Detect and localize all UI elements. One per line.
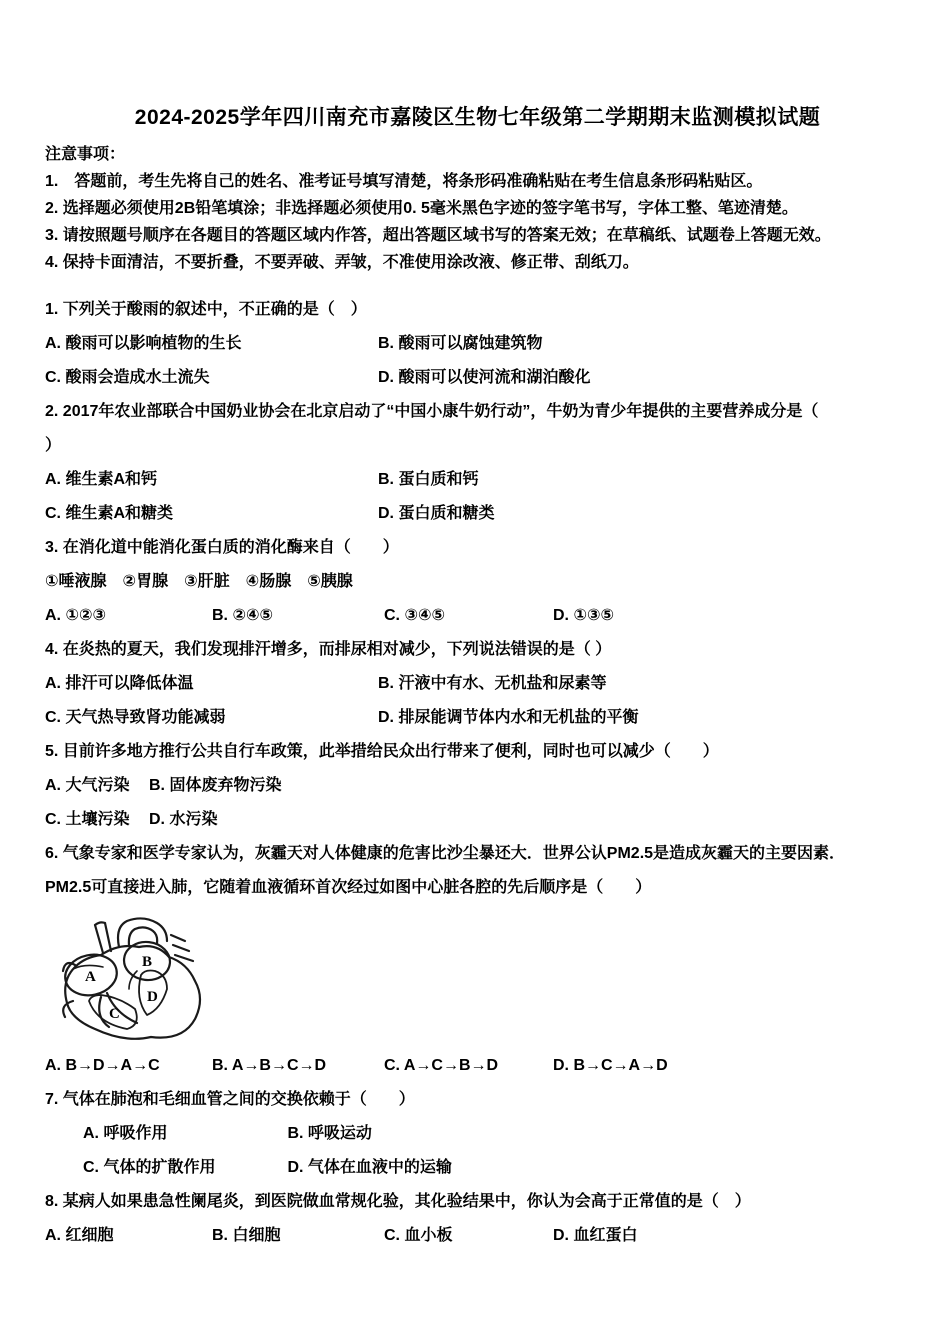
question-7-option-a: A. 呼吸作用 [83,1125,168,1142]
question-4-option-c: C. 天气热导致肾功能减弱 [45,709,226,726]
question-4-option-a: A. 排汗可以降低体温 [45,675,194,692]
question-4-options-row-2 [45,709,910,726]
heart-diagram-drawing [45,913,213,1045]
question-8-options-row [45,1227,910,1244]
question-1-options-row-2 [45,369,910,386]
question-7-options-row-2 [45,1159,910,1176]
heart-chamber-label-c: C [109,1006,120,1022]
question-1-option-a: A. 酸雨可以影响植物的生长 [45,335,242,352]
question-6-option-a: A. B→D→A→C [45,1057,160,1074]
question-8-option-c: C. 血小板 [384,1227,453,1244]
question-3-stem: 3. 在消化道中能消化蛋白质的消化酶来自（ ） [45,539,399,556]
question-6-option-b: B. A→B→C→D [212,1057,327,1074]
question-7-options-row-1 [45,1125,910,1142]
question-5-option-a: A. 大气污染 [45,777,130,794]
question-4-options-row-1 [45,675,910,692]
question-5-stem: 5. 目前许多地方推行公共自行车政策，此举措给民众出行带来了便利，同时也可以减少（ ） [45,743,719,760]
question-8-option-a: A. 红细胞 [45,1227,114,1244]
question-1-stem: 1. 下列关于酸雨的叙述中，不正确的是（ ） [45,301,367,318]
question-2-stem-line-2: ） [45,437,62,454]
question-6-option-c: C. A→C→B→D [384,1057,499,1074]
question-1-options-row-1 [45,335,910,352]
notice-item-2: 2. 选择题必须使用2B铅笔填涂；非选择题必须使用0. 5毫米黑色字迹的签字笔书写，字体工整、笔迹清楚。 [45,200,798,217]
question-4-stem: 4. 在炎热的夏天，我们发现排汗增多，而排尿相对减少，下列说法错误的是（ ） [45,641,612,658]
heart-diagram [45,913,910,1045]
question-4-option-d: D. 排尿能调节体内水和无机盐的平衡 [378,709,639,726]
notice-item-1: 1. 答题前，考生先将自己的姓名、准考证号填写清楚，将条形码准确粘贴在考生信息条形码粘贴区。 [45,173,763,190]
question-2-option-a: A. 维生素A和钙 [45,471,158,488]
heart-chamber-label-d: D [147,989,158,1005]
question-7-option-c: C. 气体的扩散作用 [83,1159,216,1176]
question-3-option-b: B. ②④⑤ [212,607,274,624]
notice-item-3: 3. 请按照题号顺序在各题目的答题区域内作答，超出答题区域书写的答案无效；在草稿纸、试题卷上答题无效。 [45,227,831,244]
question-1-option-c: C. 酸雨会造成水土流失 [45,369,210,386]
question-1-option-d: D. 酸雨可以使河流和湖泊酸化 [378,369,591,386]
notice-section [45,146,910,271]
question-2-stem-line-1: 2. 2017年农业部联合中国奶业协会在北京启动了“中国小康牛奶行动”，牛奶为青少年提供的主要营养成分是（ [45,403,819,420]
question-5-option-d: D. 水污染 [149,811,218,828]
question-3-numbered-items: ①唾液腺 ②胃腺 ③肝脏 ④肠腺 ⑤胰腺 [45,573,353,590]
question-6-options-row [45,1057,910,1074]
question-7-option-b: B. 呼吸运动 [287,1125,372,1142]
question-6-stem-line-1: 6. 气象专家和医学专家认为，灰霾天对人体健康的危害比沙尘暴还大．世界公认PM2.5是造成灰霾天的主要因素． [45,845,846,862]
page-title: 2024-2025学年四川南充市嘉陵区生物七年级第二学期期末监测模拟试题 [134,106,821,129]
notice-heading: 注意事项： [45,146,126,163]
question-5-options-row-1 [45,777,910,794]
question-3-option-d: D. ①③⑤ [553,607,615,624]
question-2-option-c: C. 维生素A和糖类 [45,505,174,522]
notice-item-4: 4. 保持卡面清洁，不要折叠，不要弄破、弄皱，不准使用涂改液、修正带、刮纸刀。 [45,254,639,271]
question-4-option-b: B. 汗液中有水、无机盐和尿素等 [378,675,607,692]
heart-chamber-label-a: A [85,969,96,985]
question-5-options-row-2 [45,811,910,828]
question-2-option-d: D. 蛋白质和糖类 [378,505,495,522]
question-6-stem-line-2: PM2.5可直接进入肺，它随着血液循环首次经过如图中心脏各腔的先后顺序是（ ） [45,879,652,896]
question-5-option-c: C. 土壤污染 [45,811,130,828]
question-8-stem: 8. 某病人如果患急性阑尾炎，到医院做血常规化验，其化验结果中，你认为会高于正常值的是（ ） [45,1193,751,1210]
question-3-options-row [45,607,910,624]
question-6-option-d: D. B→C→A→D [553,1057,668,1074]
questions-section [45,301,910,1244]
question-7-option-d: D. 气体在血液中的运输 [287,1159,452,1176]
question-8-option-b: B. 白细胞 [212,1227,281,1244]
question-8-option-d: D. 血红蛋白 [553,1227,638,1244]
question-5-option-b: B. 固体废弃物污染 [149,777,282,794]
heart-chamber-label-b: B [142,954,153,970]
question-2-options-row-1 [45,471,910,488]
question-2-option-b: B. 蛋白质和钙 [378,471,479,488]
question-3-option-c: C. ③④⑤ [384,607,446,624]
question-2-options-row-2 [45,505,910,522]
question-1-option-b: B. 酸雨可以腐蚀建筑物 [378,335,543,352]
question-3-option-a: A. ①②③ [45,607,107,624]
question-7-stem: 7. 气体在肺泡和毛细血管之间的交换依赖于（ ） [45,1091,415,1108]
